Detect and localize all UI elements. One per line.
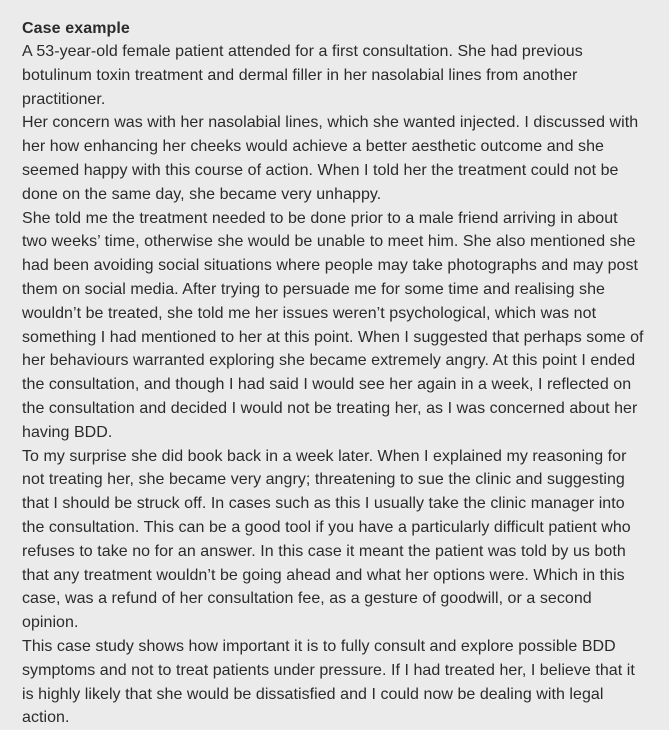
case-paragraph-conclusion: This case study shows how important it is to fully consult and explore possible BDD symptoms and not to treat patients under pressure. If I had treated her, I believe that it is highly likely that she would be dissatisfied and I could now be dealing with legal action. bbox=[22, 637, 635, 727]
case-paragraph-intro: A 53-year-old female patient attended for a first consultation. She had previous botulinum toxin treatment and dermal filler in her nasolabial lines from another practitioner. bbox=[22, 43, 583, 108]
case-paragraph-concern: Her concern was with her nasolabial lines, which she wanted injected. I discussed with her how enhancing her cheeks would achieve a better aesthetic outcome and she seemed happy with this course of action. When I told her the treatment could not be done on the same day, she became very unhappy. bbox=[22, 114, 639, 203]
case-paragraph-followup: To my surprise she did book back in a week later. When I explained my reasoning for not treating her, she became very angry; threatening to sue the clinic and suggesting that I should be struck off. In cases such as this I usually take the clinic manager into the consultation. This can be a good tool if you have a particularly difficult patient who refuses to take no for an answer. In this case it meant the patient was told by us both that any treatment wouldn’t be going ahead and what her options were. Which in this case, was a refund of her consultation fee, as a gesture of goodwill, or a second opinion. bbox=[22, 447, 631, 632]
case-title: Case example bbox=[22, 20, 130, 37]
case-paragraph-pressure: She told me the treatment needed to be done prior to a male friend arriving in about two weeks’ time, otherwise she would be unable to meet him. She also mentioned she had been avoiding social situations where people may take photographs and may post them on social media. After trying to persuade me for some time and realising she wouldn’t be treated, she told me her issues weren’t psychological, which was not something I had mentioned to her at this point. When I suggested that perhaps some of her behaviours warranted exploring she became extremely angry. At this point I ended the consultation, and though I had said I would see her again in a week, I reflected on the consultation and decided I would not be treating her, as I was concerned about her having BDD. bbox=[22, 209, 644, 441]
